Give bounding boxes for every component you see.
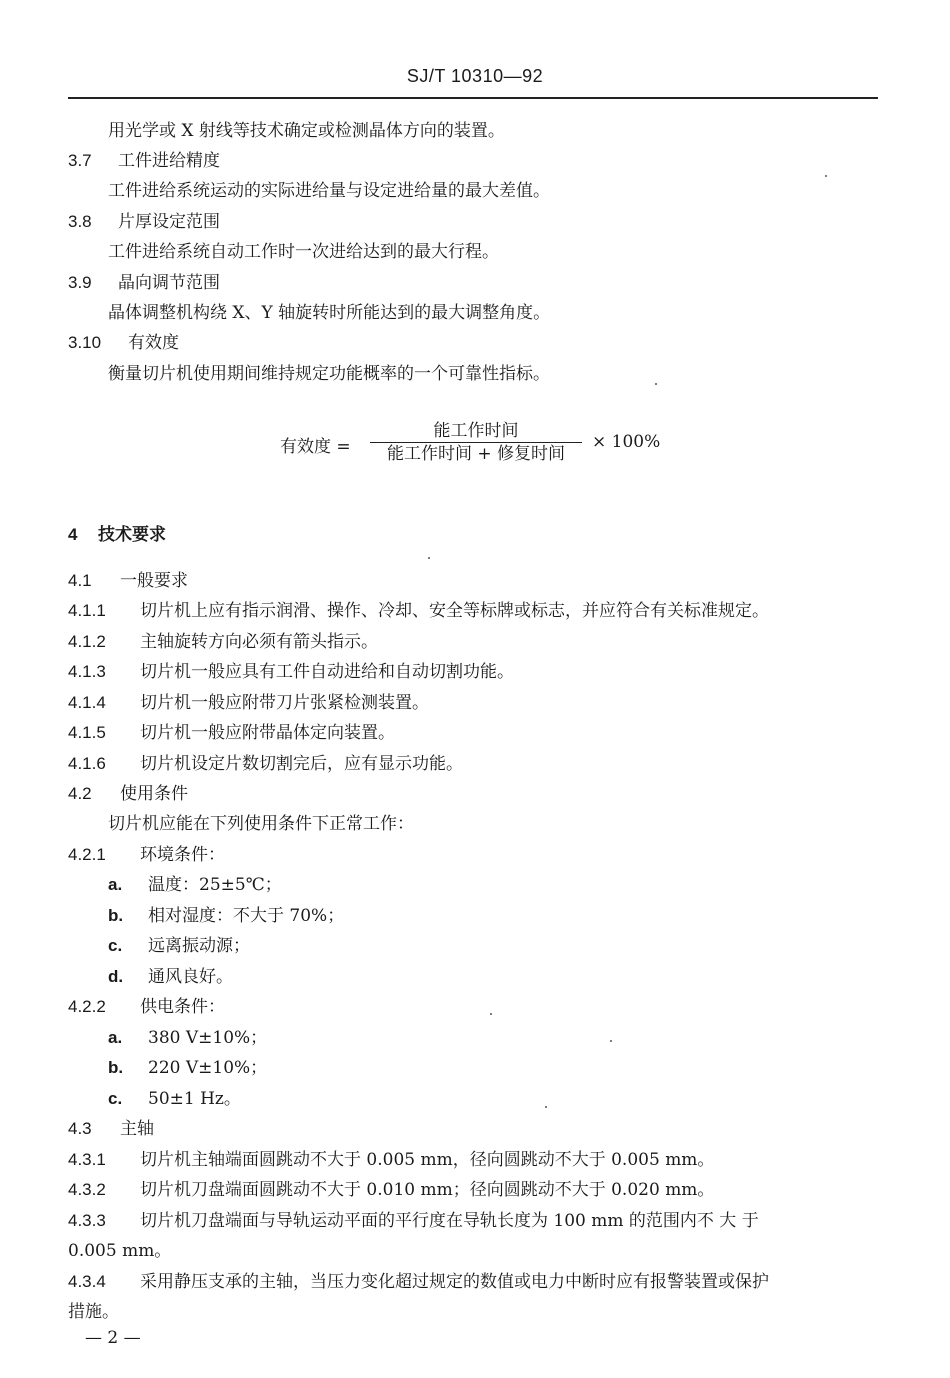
para-line: 工件进给系统运动的实际进给量与设定进给量的最大差值。: [108, 181, 550, 201]
formula-denominator: 能工作时间 + 修复时间: [386, 444, 566, 464]
scan-speck: [428, 557, 430, 559]
formula-numerator: 能工作时间: [433, 421, 519, 441]
scan-speck: [825, 175, 827, 177]
list-item: b. 相对湿度：不大于 70%；: [108, 906, 345, 926]
para-line: 晶体调整机构绕 X、Y 轴旋转时所能达到的最大调整角度。: [108, 303, 551, 323]
para-line: 切片机应能在下列使用条件下正常工作：: [108, 814, 414, 834]
list-item: a. 380 V±10%；: [108, 1028, 268, 1048]
list-item: a. 温度：25±5℃；: [108, 875, 282, 895]
clause-line: 4.1.1 切片机上应有指示润滑、操作、冷却、安全等标牌或标志，并应符合有关标准规定。: [68, 601, 769, 621]
clause-heading: 4.3 主轴: [68, 1119, 154, 1139]
clause-line: 4.1.4 切片机一般应附带刀片张紧检测装置。: [68, 693, 429, 713]
para-line: 工件进给系统自动工作时一次进给达到的最大行程。: [108, 242, 499, 262]
formula-rhs: × 100%: [592, 432, 661, 452]
clause-heading: 3.7 工件进给精度: [68, 151, 220, 171]
formula-lhs: 有效度 =: [280, 437, 351, 457]
page-header: SJ/T 10310—92: [406, 66, 544, 86]
clause-line: 4.3.3 切片机刀盘端面与导轨运动平面的平行度在导轨长度为 100 mm 的范围内不 大 于: [68, 1211, 759, 1231]
clause-line: 4.3.1 切片机主轴端面圆跳动不大于 0.005 mm，径向圆跳动不大于 0.005 mm。: [68, 1150, 715, 1170]
clause-line: 4.2.2 供电条件：: [68, 997, 225, 1017]
section-heading: 4 技术要求: [68, 525, 166, 545]
para-line: 0.005 mm。: [68, 1241, 172, 1261]
clause-line: 4.1.2 主轴旋转方向必须有箭头指示。: [68, 632, 378, 652]
scan-speck: [655, 383, 657, 385]
clause-line: 4.3.4 采用静压支承的主轴，当压力变化超过规定的数值或电力中断时应有报警装置或保护: [68, 1272, 769, 1292]
list-item: c. 远离振动源；: [108, 936, 250, 956]
list-item: c. 50±1 Hz。: [108, 1089, 241, 1109]
scan-speck: [545, 1106, 547, 1108]
scan-speck: [490, 1013, 492, 1015]
clause-line: 4.3.2 切片机刀盘端面圆跳动不大于 0.010 mm；径向圆跳动不大于 0.020 mm。: [68, 1180, 715, 1200]
para-line: 衡量切片机使用期间维持规定功能概率的一个可靠性指标。: [108, 364, 550, 384]
list-item: d. 通风良好。: [108, 967, 233, 987]
para-line: 用光学或 X 射线等技术确定或检测晶体方向的装置。: [108, 121, 505, 141]
clause-heading: 3.8 片厚设定范围: [68, 212, 220, 232]
list-item: b. 220 V±10%；: [108, 1058, 268, 1078]
clause-heading: 4.1 一般要求: [68, 571, 188, 591]
header-rule: [68, 97, 878, 99]
scan-speck: [610, 1040, 612, 1042]
clause-heading: 3.10 有效度: [68, 333, 179, 353]
clause-line: 4.2.1 环境条件：: [68, 845, 225, 865]
formula-fraction: [370, 420, 582, 465]
page-number: — 2 —: [85, 1328, 141, 1348]
clause-heading: 4.2 使用条件: [68, 784, 188, 804]
para-line: 措施。: [68, 1302, 119, 1322]
clause-line: 4.1.3 切片机一般应具有工件自动进给和自动切割功能。: [68, 662, 514, 682]
clause-line: 4.1.6 切片机设定片数切割完后，应有显示功能。: [68, 754, 463, 774]
clause-heading: 3.9 晶向调节范围: [68, 273, 220, 293]
clause-line: 4.1.5 切片机一般应附带晶体定向装置。: [68, 723, 395, 743]
